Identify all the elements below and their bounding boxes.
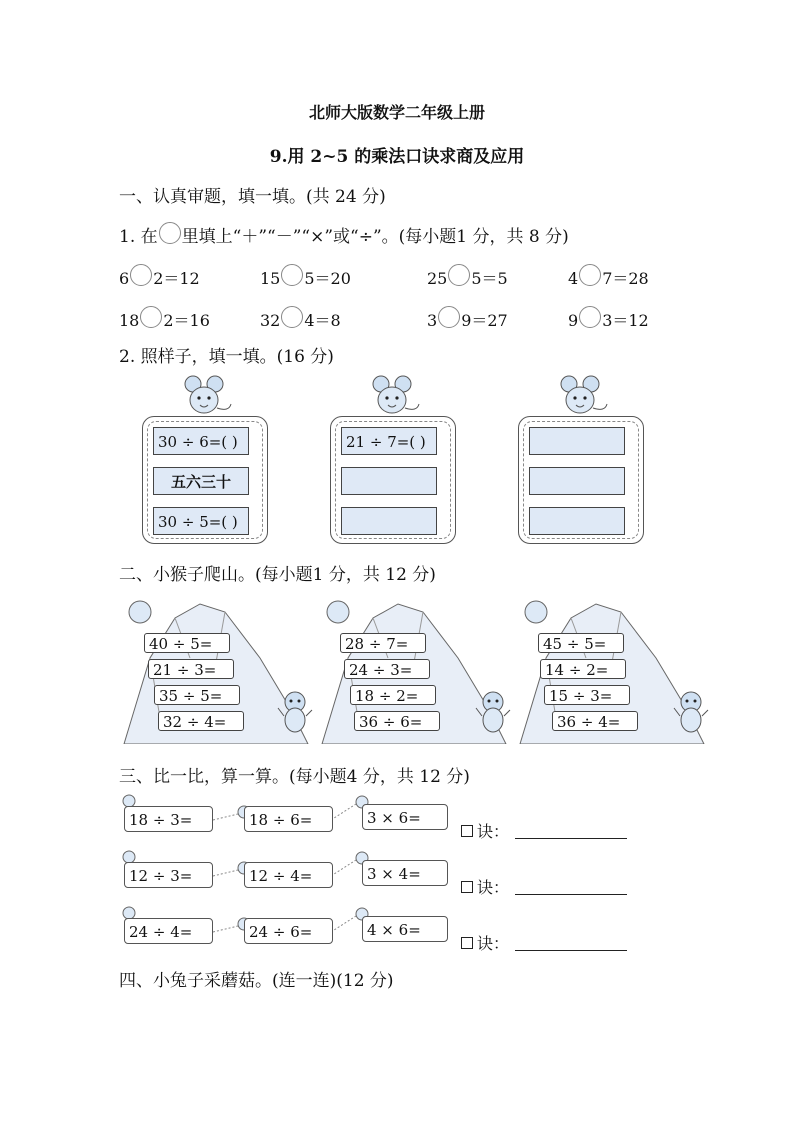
mouse-icon: [559, 374, 611, 418]
compare-equation[interactable]: 4 × 6=: [362, 916, 448, 942]
compare-equation[interactable]: 12 ÷ 4=: [244, 862, 333, 888]
operator-equation: 6 2＝12: [119, 264, 200, 289]
operator-circle[interactable]: [579, 306, 601, 328]
mountain-panel: [516, 598, 712, 744]
compare-equation[interactable]: 3 × 4=: [362, 860, 448, 886]
page-title: 9.用 2~5 的乘法口诀求商及应用: [269, 147, 525, 167]
section2-heading: 二、小猴子爬山。(每小题1 分，共 12 分): [119, 565, 436, 585]
section1-heading: 一、认真审题，填一填。(共 24 分): [119, 187, 386, 207]
answer-box[interactable]: [529, 427, 625, 455]
compare-equation[interactable]: 24 ÷ 4=: [124, 918, 213, 944]
climb-equation[interactable]: 36 ÷ 6=: [354, 711, 440, 731]
monkey-icon: [276, 690, 314, 736]
climb-equation[interactable]: 15 ÷ 3=: [544, 685, 630, 705]
climb-equation[interactable]: 36 ÷ 4=: [552, 711, 638, 731]
answer-box[interactable]: [529, 507, 625, 535]
climb-equation[interactable]: 21 ÷ 3=: [148, 659, 234, 679]
climb-equation[interactable]: 18 ÷ 2=: [350, 685, 436, 705]
operator-circle[interactable]: [281, 264, 303, 286]
operator-circle[interactable]: [130, 264, 152, 286]
q1-instruction: [119, 222, 569, 247]
fill-card: [330, 416, 456, 544]
answer-line[interactable]: [515, 880, 627, 895]
operator-equation: 18 2＝16: [119, 306, 210, 331]
blank-square-icon: [461, 825, 473, 837]
fill-card: [518, 416, 644, 544]
operator-equation: 15 5＝20: [260, 264, 351, 289]
climb-equation[interactable]: 40 ÷ 5=: [144, 633, 230, 653]
mountain-panel: [318, 598, 514, 744]
climb-equation[interactable]: 45 ÷ 5=: [538, 633, 624, 653]
section3-heading: 三、比一比，算一算。(每小题4 分，共 12 分): [119, 767, 470, 787]
operator-circle[interactable]: [438, 306, 460, 328]
compare-equation[interactable]: 18 ÷ 6=: [244, 806, 333, 832]
card-box: 30 ÷ 5=( ): [153, 507, 249, 535]
card-box: 21 ÷ 7=( ): [341, 427, 437, 455]
koujue-blank: 诀：: [461, 875, 627, 898]
answer-box[interactable]: [341, 507, 437, 535]
koujue-blank: 诀：: [461, 931, 627, 954]
q1-text-after: 里填上“＋”“－”“×”或“÷”。(每小题1 分，共 8 分): [181, 227, 569, 247]
compare-equation[interactable]: 24 ÷ 6=: [244, 918, 333, 944]
koujue-blank: 诀：: [461, 819, 627, 842]
climb-equation[interactable]: 35 ÷ 5=: [154, 685, 240, 705]
monkey-icon: [672, 690, 710, 736]
operator-equation: 9 3＝12: [568, 306, 649, 331]
operator-equation: 32 4＝8: [260, 306, 341, 331]
compare-equation[interactable]: 12 ÷ 3=: [124, 862, 213, 888]
mountain-panel: [120, 598, 316, 744]
compare-equation[interactable]: 3 × 6=: [362, 804, 448, 830]
answer-box[interactable]: [341, 467, 437, 495]
climb-equation[interactable]: 24 ÷ 3=: [344, 659, 430, 679]
compare-equation[interactable]: 18 ÷ 3=: [124, 806, 213, 832]
operator-circle[interactable]: [281, 306, 303, 328]
blank-square-icon: [461, 881, 473, 893]
operator-circle[interactable]: [579, 264, 601, 286]
page-header: 北师大版数学二年级上册: [308, 103, 485, 122]
operator-equation: 25 5＝5: [427, 264, 508, 289]
monkey-icon: [474, 690, 512, 736]
climb-equation[interactable]: 14 ÷ 2=: [540, 659, 626, 679]
example-card: [142, 416, 268, 544]
card-box: 五六三十: [153, 467, 249, 495]
operator-circle[interactable]: [140, 306, 162, 328]
card-box: 30 ÷ 6=( ): [153, 427, 249, 455]
answer-line[interactable]: [515, 936, 627, 951]
operator-equation: 3 9＝27: [427, 306, 508, 331]
climb-equation[interactable]: 28 ÷ 7=: [340, 633, 426, 653]
q1-text-before: 1. 在: [119, 227, 158, 247]
climb-equation[interactable]: 32 ÷ 4=: [158, 711, 244, 731]
operator-equation: 4 7＝28: [568, 264, 649, 289]
mouse-icon: [183, 374, 235, 418]
mouse-icon: [371, 374, 423, 418]
section4-heading: 四、小兔子采蘑菇。(连一连)(12 分): [119, 971, 394, 991]
operator-circle[interactable]: [448, 264, 470, 286]
blank-square-icon: [461, 937, 473, 949]
answer-circle-icon: [159, 222, 181, 244]
answer-box[interactable]: [529, 467, 625, 495]
answer-line[interactable]: [515, 824, 627, 839]
q2-instruction: 2. 照样子，填一填。(16 分): [119, 347, 334, 367]
